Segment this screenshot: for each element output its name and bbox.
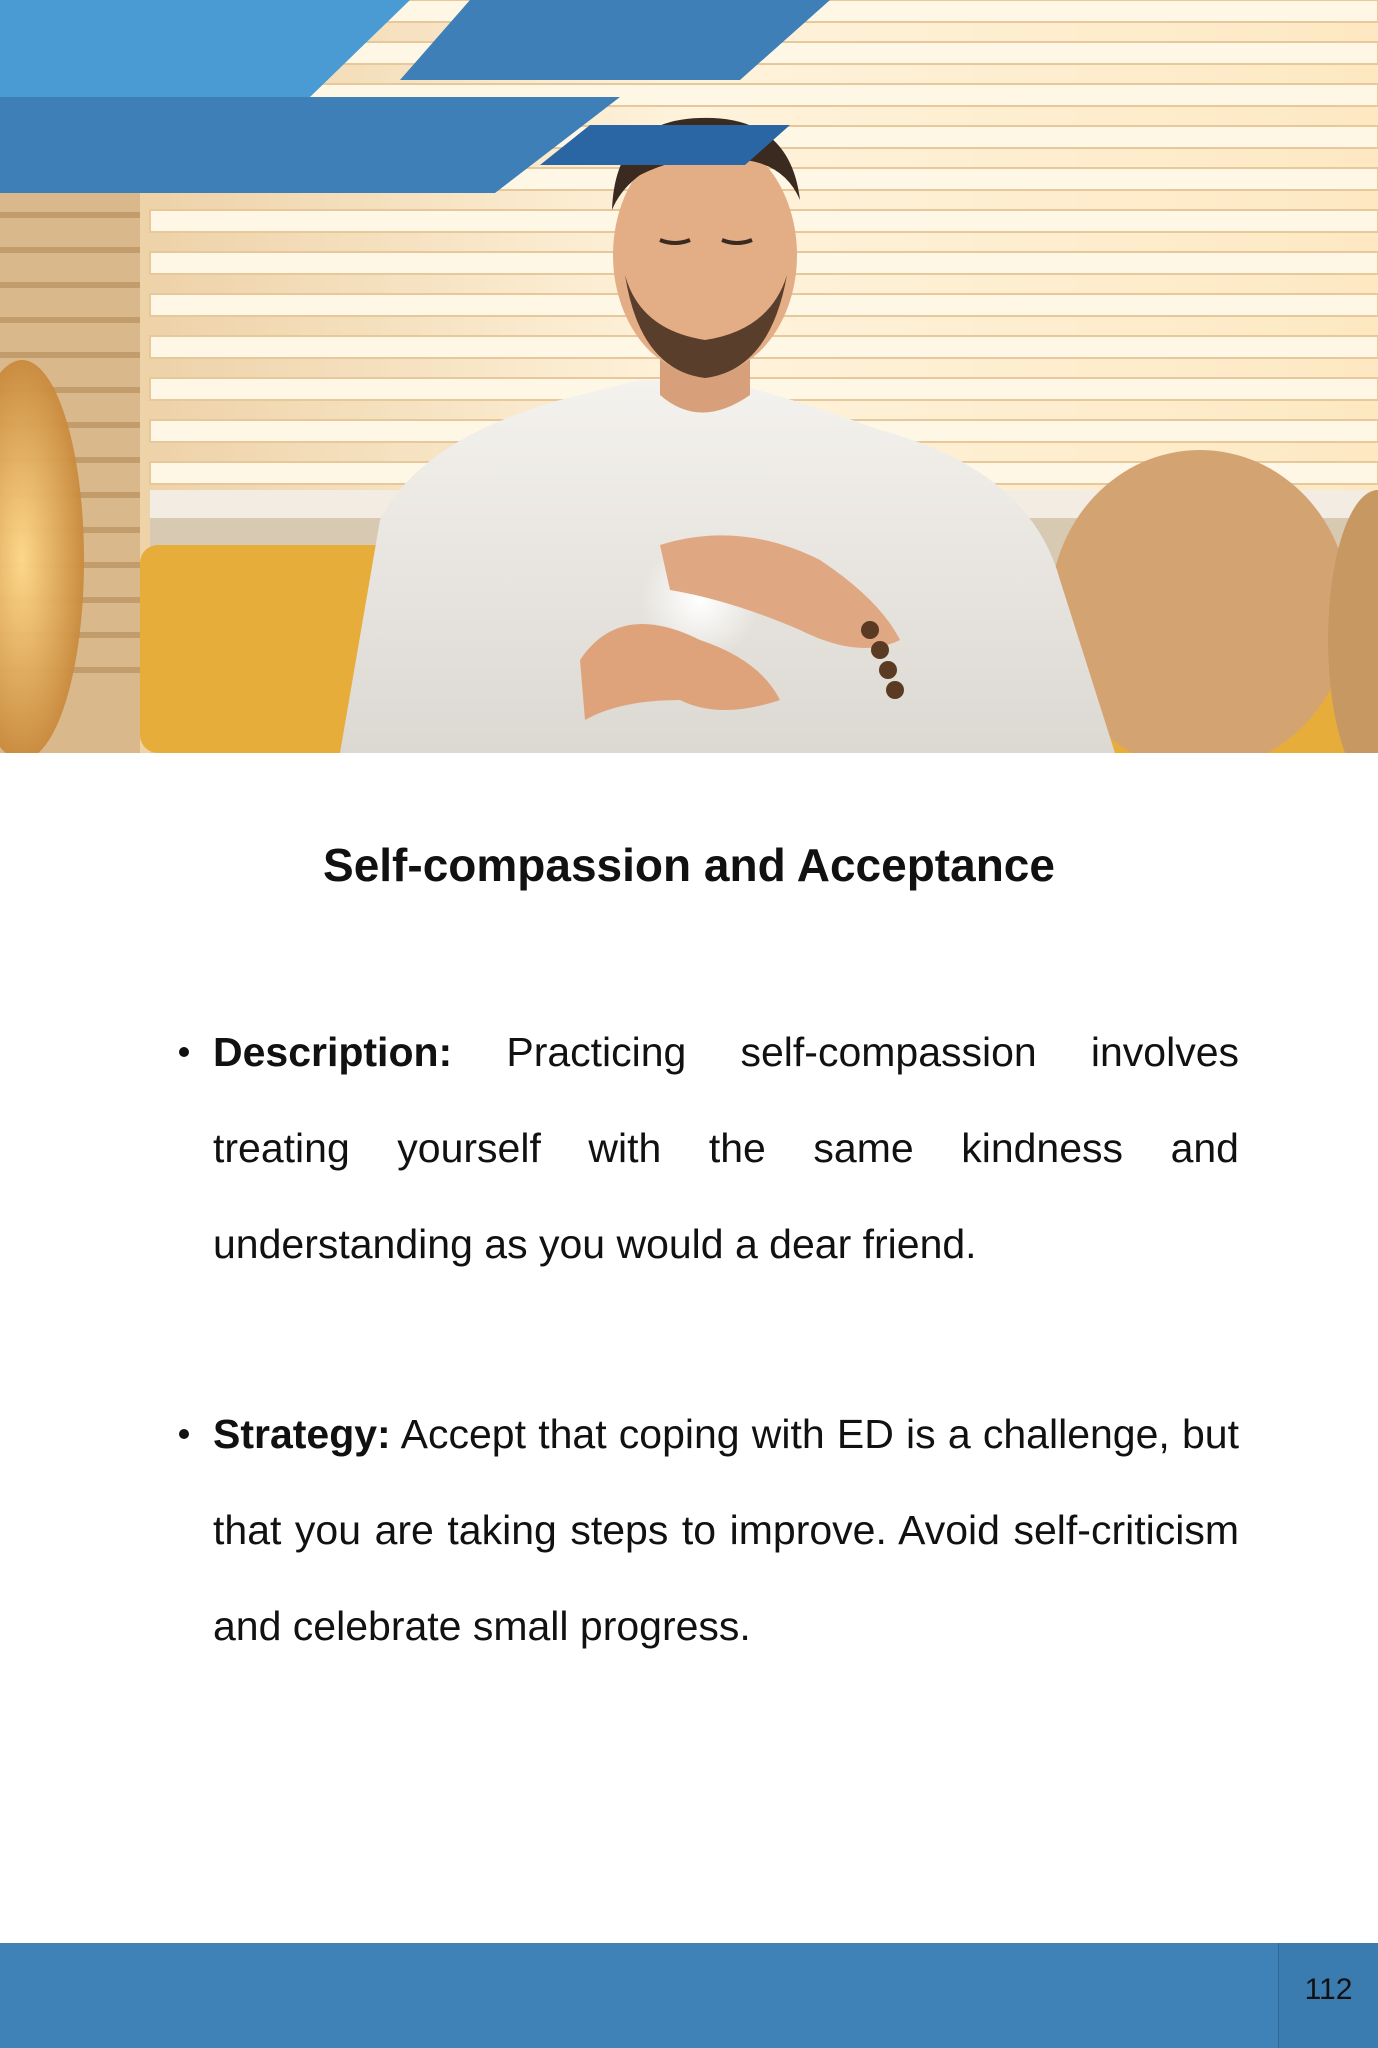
bullet-label: Description: xyxy=(213,1029,453,1075)
bullet-text: Practicing self-compassion involves treating yourself with the same kindness and understanding as you would a dear friend. xyxy=(213,1029,1239,1267)
page-number-box xyxy=(1278,1943,1378,2048)
footer-bar xyxy=(0,1943,1378,2048)
list-item-strategy xyxy=(213,1386,1239,1674)
bullet-list xyxy=(213,1004,1239,1674)
bullet-text: Accept that coping with ED is a challenge, but that you are taking steps to improve. Avoid self-criticism and celebrate small progress. xyxy=(213,1411,1239,1649)
hero-photo xyxy=(0,0,1378,753)
page-number: 112 xyxy=(1304,1973,1353,2006)
header-banner-shapes xyxy=(0,0,1378,200)
page-title: Self-compassion and Acceptance xyxy=(323,839,1055,891)
list-item-description xyxy=(213,1004,1239,1292)
bullet-icon xyxy=(179,1429,189,1439)
bullet-icon xyxy=(179,1047,189,1057)
bullet-label: Strategy: xyxy=(213,1411,391,1457)
